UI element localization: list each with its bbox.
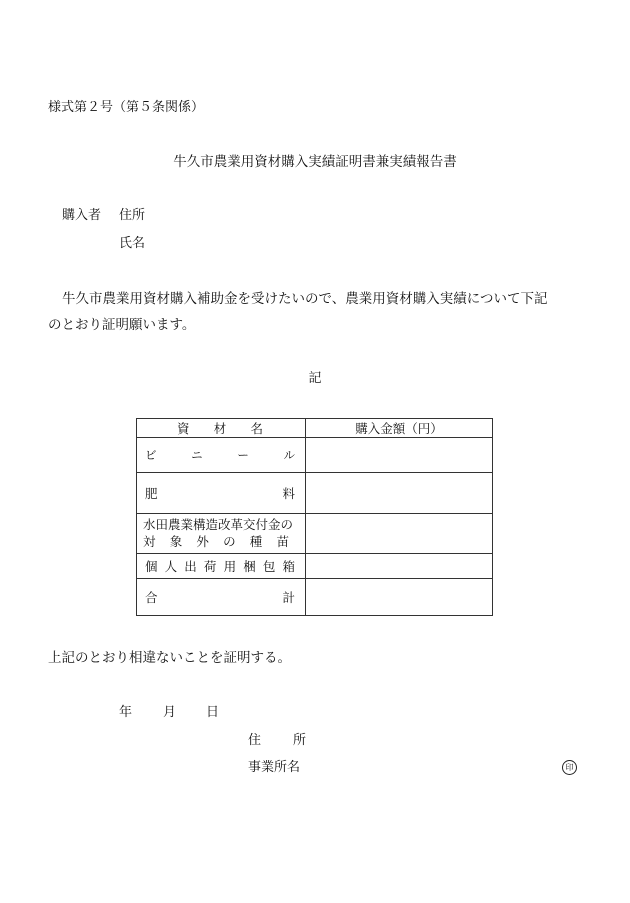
- total-char: 合: [145, 590, 158, 605]
- body-text-line-2: のとおり証明願います。: [48, 317, 196, 333]
- item-line-1: 水田農業構造改革交付金の: [143, 516, 294, 532]
- item-line-2: [143, 534, 299, 551]
- item-char: ー: [237, 448, 249, 462]
- amount-cell[interactable]: [306, 473, 493, 514]
- item-char: 包: [262, 559, 276, 574]
- date-day-label: 日: [206, 705, 220, 720]
- amount-cell[interactable]: [306, 514, 493, 554]
- form-number: 様式第２号（第５条関係）: [48, 100, 205, 115]
- item-char: 用: [223, 559, 237, 574]
- table-row: [137, 514, 493, 554]
- table-row: [137, 473, 493, 514]
- item-char: 荷: [203, 559, 217, 574]
- header-char: 資: [177, 421, 190, 436]
- item-char: ル: [283, 448, 295, 462]
- item-fertilizer: [137, 473, 306, 514]
- item-char: ビ: [145, 448, 157, 462]
- ki-heading: 記: [308, 371, 322, 386]
- table-header-row: [137, 419, 493, 438]
- item-char: 苗: [276, 533, 289, 549]
- body-text-line-1: 牛久市農業用資材購入補助金を受けたいので、農業用資材購入実績について下記: [62, 291, 548, 307]
- header-item-name: [137, 419, 306, 438]
- item-char: 対: [143, 533, 156, 549]
- header-char: 名: [250, 421, 263, 436]
- purchaser-address-label: 住所: [119, 208, 146, 223]
- table-row: [137, 554, 493, 579]
- total-label: [137, 579, 306, 616]
- seal-icon: 印: [562, 760, 577, 775]
- purchaser-label: 購入者: [62, 208, 102, 223]
- item-char: 肥: [145, 486, 158, 501]
- address-char: 住: [248, 733, 262, 748]
- address-char: 所: [292, 733, 306, 748]
- materials-table: [136, 418, 493, 616]
- issuer-office-label: 事業所名: [248, 760, 301, 775]
- item-char: 料: [282, 486, 295, 501]
- item-char: 象: [169, 533, 183, 549]
- purchaser-name-label: 氏名: [119, 236, 146, 251]
- item-char: の: [223, 533, 236, 549]
- item-char: 人: [164, 559, 178, 574]
- item-char: 個: [145, 559, 158, 574]
- certification-statement: 上記のとおり相違ないことを証明する。: [48, 650, 291, 666]
- issuer-address-label: [248, 734, 306, 747]
- total-amount-cell[interactable]: [306, 579, 493, 616]
- item-char: 箱: [282, 559, 295, 574]
- table-total-row: [137, 579, 493, 616]
- item-char: 種: [249, 533, 263, 549]
- table-row: [137, 438, 493, 473]
- date-year-label: 年: [119, 705, 133, 720]
- date-month-label: 月: [163, 705, 177, 720]
- item-char: 外: [196, 533, 209, 549]
- amount-cell[interactable]: [306, 554, 493, 579]
- item-char: ニ: [191, 448, 203, 462]
- header-purchase-amount: 購入金額（円）: [306, 419, 493, 438]
- item-shipping-boxes: [137, 554, 306, 579]
- document-title: 牛久市農業用資材購入実績証明書兼実績報告書: [173, 154, 457, 170]
- total-char: 計: [282, 590, 295, 605]
- header-char: 材: [213, 421, 227, 436]
- amount-cell[interactable]: [306, 438, 493, 473]
- item-seedlings: [137, 514, 306, 554]
- item-char: 梱: [243, 559, 256, 574]
- item-char: 出: [184, 559, 197, 574]
- item-vinyl: [137, 438, 306, 473]
